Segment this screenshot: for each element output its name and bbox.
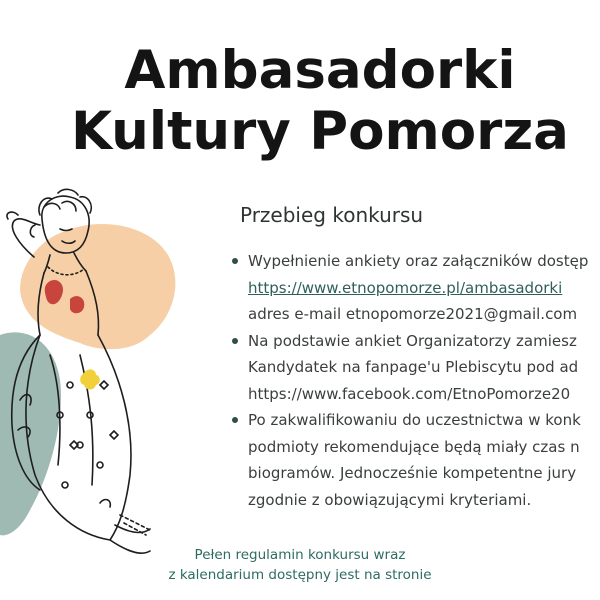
page-title — [0, 40, 600, 162]
bullet-item — [228, 248, 600, 328]
bullet-text: Na podstawie ankiet Organizatorzy zamiesz — [248, 331, 577, 350]
facebook-url-text: https://www.facebook.com/EtnoPomorze20 — [248, 384, 571, 403]
bullet-text: Wypełnienie ankiety oraz załączników dostęp — [248, 252, 589, 270]
bullet-list — [228, 248, 600, 513]
footer-line-1: Pełen regulamin konkursu wraz — [194, 547, 406, 563]
ambasadorki-link[interactable]: https://www.etnopomorze.pl/ambasadorki — [248, 278, 563, 297]
footer-line-2: z kalendarium dostępny jest na stronie — [168, 567, 432, 583]
bullet-text: adres e-mail etnopomorze2021@gmail.com — [248, 305, 578, 323]
yellow-flower — [80, 369, 100, 389]
bullet-text: podmioty rekomendujące będą miały czas n — [248, 437, 580, 456]
footer-note — [150, 545, 450, 585]
bullet-text: zgodnie z obowiązującymi kryteriami. — [248, 490, 532, 509]
bullet-text: Po zakwalifikowaniu do uczestnictwa w konk — [248, 411, 581, 429]
bullet-item — [228, 328, 600, 408]
title-line-2: Kultury Pomorza — [71, 101, 569, 162]
woman-illustration — [0, 185, 190, 575]
title-line-1: Ambasadorki — [124, 40, 516, 101]
section-heading: Przebieg konkursu — [240, 203, 424, 227]
bullet-text: Kandydatek na fanpage'u Plebiscytu pod ad — [248, 358, 579, 376]
bullet-text: biogramów. Jednocześnie kompetentne jury — [248, 464, 577, 482]
bullet-item — [228, 407, 600, 513]
